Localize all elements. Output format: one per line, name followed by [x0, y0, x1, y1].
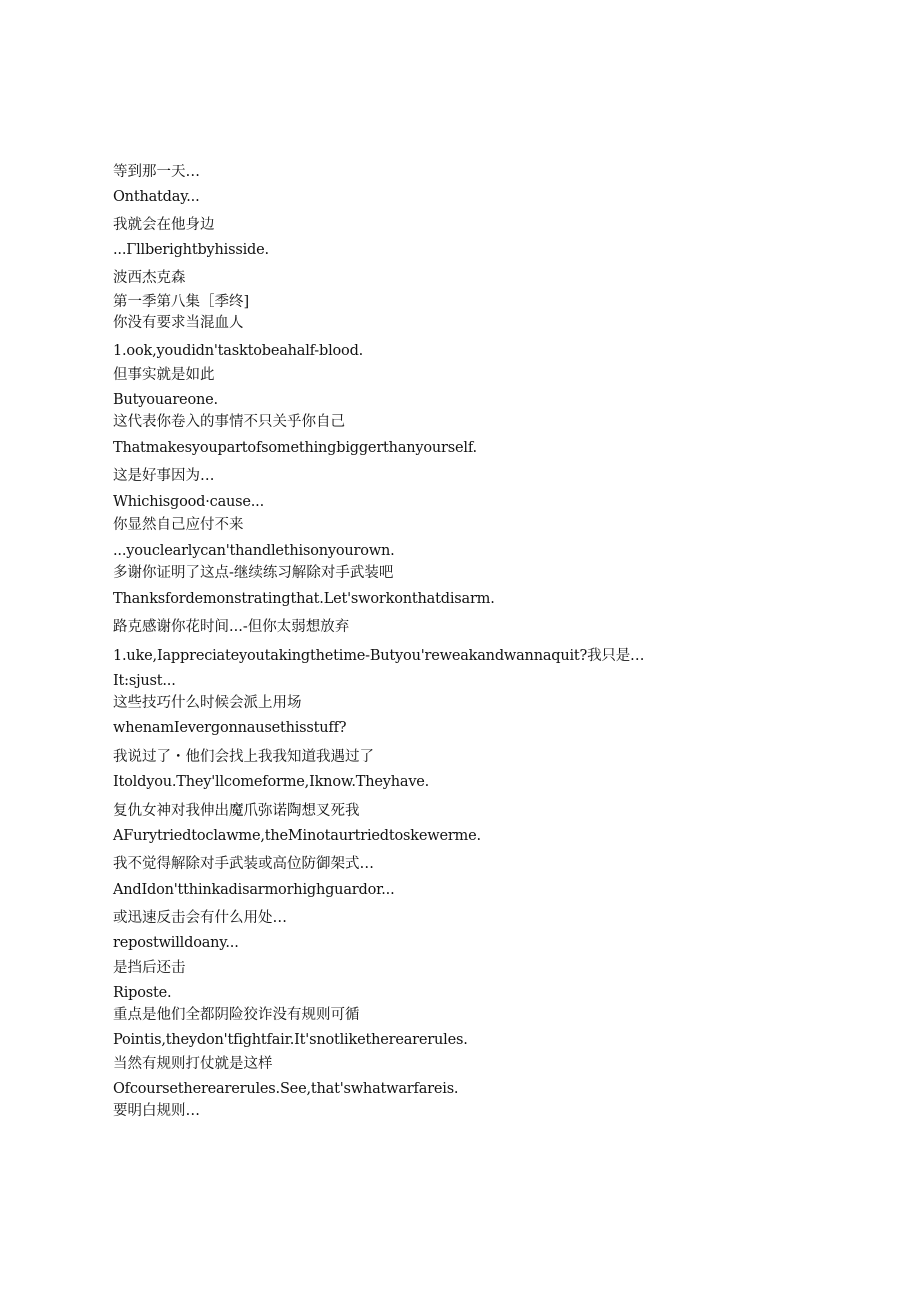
subtitle-line-zh: 这代表你卷入的事情不只关乎你自己: [113, 414, 345, 430]
subtitle-line-en: AndIdon'tthinkadisarmorhighguardor...: [113, 882, 395, 898]
subtitle-line-en: repostwilldoany...: [113, 935, 239, 951]
subtitle-line-en: whenamIevergonnausethisstuff?: [113, 720, 347, 736]
subtitle-line-zh: 你显然自己应付不来: [113, 517, 244, 533]
subtitle-line-zh: 路克感谢你花时间...-但你太弱想放弃: [113, 619, 350, 635]
subtitle-line-en: 1.uke,Iappreciateyoutakingthetime-Butyou'reweakandwannaquit?我只是…: [113, 648, 645, 664]
episode-title: 第一季第八集［季终]: [113, 294, 250, 310]
subtitle-line-zh: 要明白规则…: [113, 1103, 200, 1119]
subtitle-line-en: Riposte.: [113, 985, 172, 1001]
subtitle-line-zh: 复仇女神对我伸出魔爪弥诺陶想叉死我: [113, 803, 360, 819]
show-title: 波西杰克森: [113, 270, 186, 286]
subtitle-line-zh: 等到那一天…: [113, 164, 200, 180]
subtitle-line-zh: 多谢你证明了这点-继续练习解除对手武装吧: [113, 565, 394, 581]
subtitle-line-en: It:sjust...: [113, 673, 176, 689]
subtitle-line-zh: 但事实就是如此: [113, 367, 215, 383]
subtitle-line-en: ...Γllberightbyhisside.: [113, 242, 269, 258]
subtitle-line-zh: 这些技巧什么时候会派上用场: [113, 695, 302, 711]
subtitle-line-zh: 我说过了・他们会找上我我知道我遇过了: [113, 749, 374, 765]
subtitle-line-zh: 当然有规则打仗就是这样: [113, 1056, 273, 1072]
subtitle-line-en: Pointis,theydon'tfightfair.It'snotliketherearerules.: [113, 1032, 468, 1048]
subtitle-line-en: Ofcoursetherearerules.See,that'swhatwarfareis.: [113, 1081, 459, 1097]
subtitle-line-zh: 你没有要求当混血人: [113, 315, 244, 331]
subtitle-line-zh: 重点是他们全都阴险狡诈没有规则可循: [113, 1007, 360, 1023]
subtitle-line-en: Thatmakesyoupartofsomethingbiggerthanyourself.: [113, 440, 477, 456]
subtitle-line-en: ...youclearlycan'thandlethisonyourown.: [113, 543, 395, 559]
subtitle-line-en: 1.ook,youdidn'tasktobeahalf-blood.: [113, 343, 364, 359]
subtitle-line-en: AFurytriedtoclawme,theMinotaurtriedtoskewerme.: [113, 828, 481, 844]
subtitle-line-zh: 这是好事因为…: [113, 468, 215, 484]
subtitle-line-zh: 我不觉得解除对手武装或高位防御架式…: [113, 856, 374, 872]
subtitle-line-en: Onthatday...: [113, 189, 200, 205]
subtitle-line-en: Thanksfordemonstratingthat.Let'sworkonthatdisarm.: [113, 591, 495, 607]
subtitle-line-en: Itoldyou.They'llcomeforme,Iknow.Theyhave.: [113, 774, 430, 790]
subtitle-line-en: Whichisgood·cause...: [113, 494, 265, 510]
subtitle-line-zh: 我就会在他身边: [113, 217, 215, 233]
subtitle-line-zh: 是挡后还击: [113, 960, 186, 976]
subtitle-line-en: Butyouareone.: [113, 392, 218, 408]
subtitle-line-zh: 或迅速反击会有什么用处…: [113, 910, 287, 926]
